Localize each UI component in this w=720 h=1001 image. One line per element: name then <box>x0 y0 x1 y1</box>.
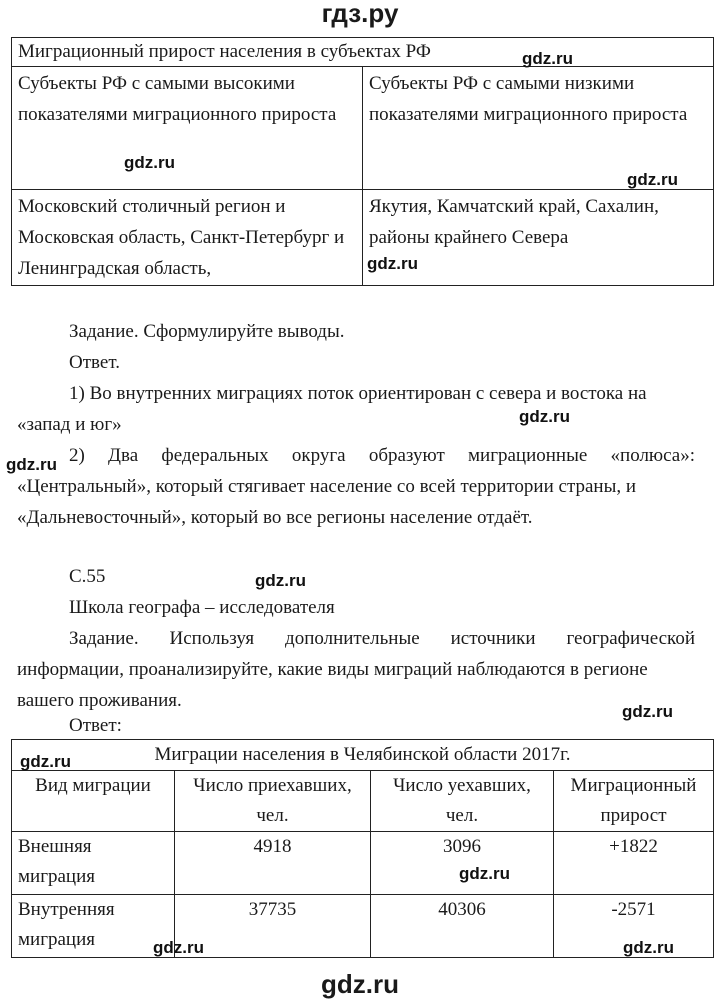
high-regions-cell: Московский столичный регион и Московская область, Санкт-Петербург и Ленинградская область, <box>12 190 363 286</box>
answer-label: Ответ. <box>69 352 120 373</box>
table-title-row <box>12 38 714 67</box>
conclusion-1-line-1: 1) Во внутренних миграциях поток ориентирован с севера и востока на <box>69 383 647 404</box>
column-header: Число приехавших, чел. <box>175 771 371 832</box>
watermark: gdz.ru <box>623 938 674 957</box>
table-header-row <box>12 67 714 190</box>
migration-type-cell: Внутренняя миграция <box>12 895 175 958</box>
watermark: gdz.ru <box>153 938 204 957</box>
column-header: Число уехавших, чел. <box>371 771 554 832</box>
task-2-line-2: информации, проанализируйте, какие виды миграций наблюдаются в регионе <box>17 659 648 680</box>
conclusion-1-line-2: «запад и юг» <box>17 414 122 435</box>
watermark: gdz.ru <box>459 864 510 883</box>
page-reference: С.55 <box>69 566 106 587</box>
watermark: gdz.ru <box>627 170 678 189</box>
table-row <box>12 895 714 958</box>
conclusion-2-line-1: 2) Два федеральных округа образуют миграционные «полюса»: <box>69 445 695 466</box>
column-header: Миграционный прирост <box>554 771 714 832</box>
column-header-low: Субъекты РФ с самыми низкими показателями миграционного прироста <box>363 67 714 190</box>
answer-2-label: Ответ: <box>69 715 122 736</box>
departed-cell: 40306 <box>371 895 554 958</box>
departed-cell: 3096 <box>371 832 554 895</box>
chelyabinsk-migration-table <box>11 739 714 958</box>
watermark: gdz.ru <box>255 571 306 590</box>
low-regions-cell: Якутия, Камчатский край, Сахалин, районы крайнего Севера <box>363 190 714 286</box>
watermark: gdz.ru <box>622 702 673 721</box>
table-title: Миграции населения в Челябинской области 2017г. <box>12 740 714 771</box>
arrived-cell: 4918 <box>175 832 371 895</box>
growth-cell: -2571 <box>554 895 714 958</box>
site-header: гдз.ру <box>321 0 399 28</box>
section-heading: Школа географа – исследователя <box>69 597 335 618</box>
task-text: Задание. Сформулируйте выводы. <box>69 321 345 342</box>
table-row <box>12 832 714 895</box>
migration-type-cell: Внешняя миграция <box>12 832 175 895</box>
watermark: gdz.ru <box>124 153 175 172</box>
column-header: Вид миграции <box>12 771 175 832</box>
column-header-high: Субъекты РФ с самыми высокими показателями миграционного прироста <box>12 67 363 190</box>
watermark: gdz.ru <box>519 407 570 426</box>
watermark: gdz.ru <box>6 455 57 474</box>
site-footer: gdz.ru <box>321 969 399 999</box>
table-row <box>12 190 714 286</box>
watermark: gdz.ru <box>367 254 418 273</box>
watermark: gdz.ru <box>522 49 573 68</box>
migration-growth-table <box>11 37 714 286</box>
growth-cell: +1822 <box>554 832 714 895</box>
table-title: Миграционный прирост населения в субъектах РФ <box>12 38 714 67</box>
conclusion-2-line-3: «Дальневосточный», который во все регионы население отдаёт. <box>17 507 533 528</box>
conclusion-2-line-2: «Центральный», который стягивает население со всей территории страны, и <box>17 476 637 497</box>
task-2-line-3: вашего проживания. <box>17 690 182 711</box>
table-header-row <box>12 771 714 832</box>
arrived-cell: 37735 <box>175 895 371 958</box>
task-2-line-1: Задание. Используя дополнительные источники географической <box>69 628 695 649</box>
watermark: gdz.ru <box>20 752 71 771</box>
table-title-row <box>12 740 714 771</box>
